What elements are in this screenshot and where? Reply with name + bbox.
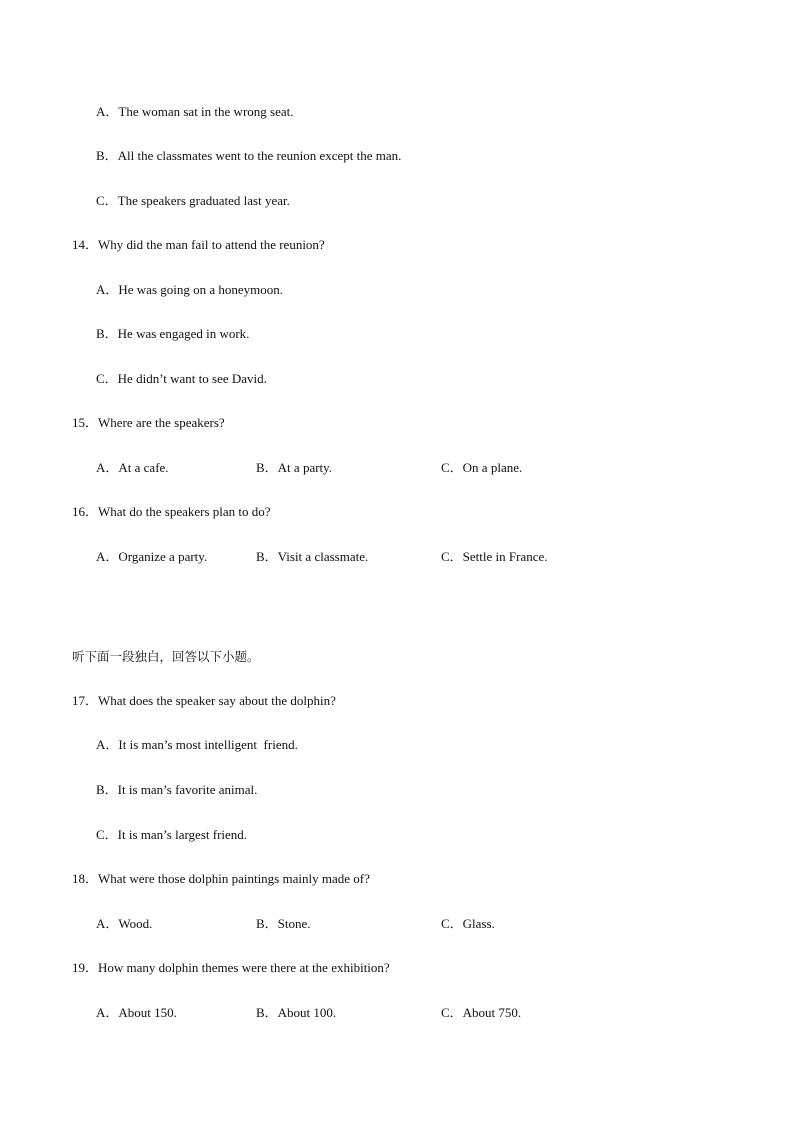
section-instruction: 听下面一段独白，回答以下小题。 (72, 649, 260, 664)
q13-option-c: C．The speakers graduated last year. (96, 193, 290, 208)
q19-stem: 19．How many dolphin themes were there at the exhibition? (72, 960, 390, 975)
q18-stem: 18．What were those dolphin paintings mainly made of? (72, 871, 370, 886)
q15-option-c: C．On a plane. (441, 460, 523, 475)
q15-option-a: A．At a cafe. (96, 460, 169, 475)
q19-option-a: A．About 150. (96, 1005, 177, 1020)
q18-option-c: C．Glass. (441, 916, 495, 931)
q14-stem: 14．Why did the man fail to attend the reunion? (72, 237, 325, 252)
q17-stem: 17．What does the speaker say about the dolphin? (72, 693, 336, 708)
q18-option-b: B．Stone. (256, 916, 311, 931)
q16-option-b: B．Visit a classmate. (256, 549, 369, 564)
q14-option-a: A．He was going on a honeymoon. (96, 282, 284, 297)
q17-option-a: A．It is man’s most intelligent friend. (96, 737, 298, 752)
q15-option-b: B．At a party. (256, 460, 333, 475)
q17-option-b: B．It is man’s favorite animal. (96, 782, 258, 797)
q18-option-a: A．Wood. (96, 916, 153, 931)
q19-option-c: C．About 750. (441, 1005, 522, 1020)
q16-option-a: A．Organize a party. (96, 549, 208, 564)
q16-stem: 16．What do the speakers plan to do? (72, 504, 271, 519)
q17-option-c: C．It is man’s largest friend. (96, 827, 248, 842)
q13-option-a: A．The woman sat in the wrong seat. (96, 104, 294, 119)
q13-option-b: B．All the classmates went to the reunion except the man. (96, 148, 402, 163)
q14-option-c: C．He didn’t want to see David. (96, 371, 267, 386)
q16-option-c: C．Settle in France. (441, 549, 548, 564)
q15-stem: 15．Where are the speakers? (72, 415, 225, 430)
q19-option-b: B．About 100. (256, 1005, 337, 1020)
q14-option-b: B．He was engaged in work. (96, 326, 250, 341)
